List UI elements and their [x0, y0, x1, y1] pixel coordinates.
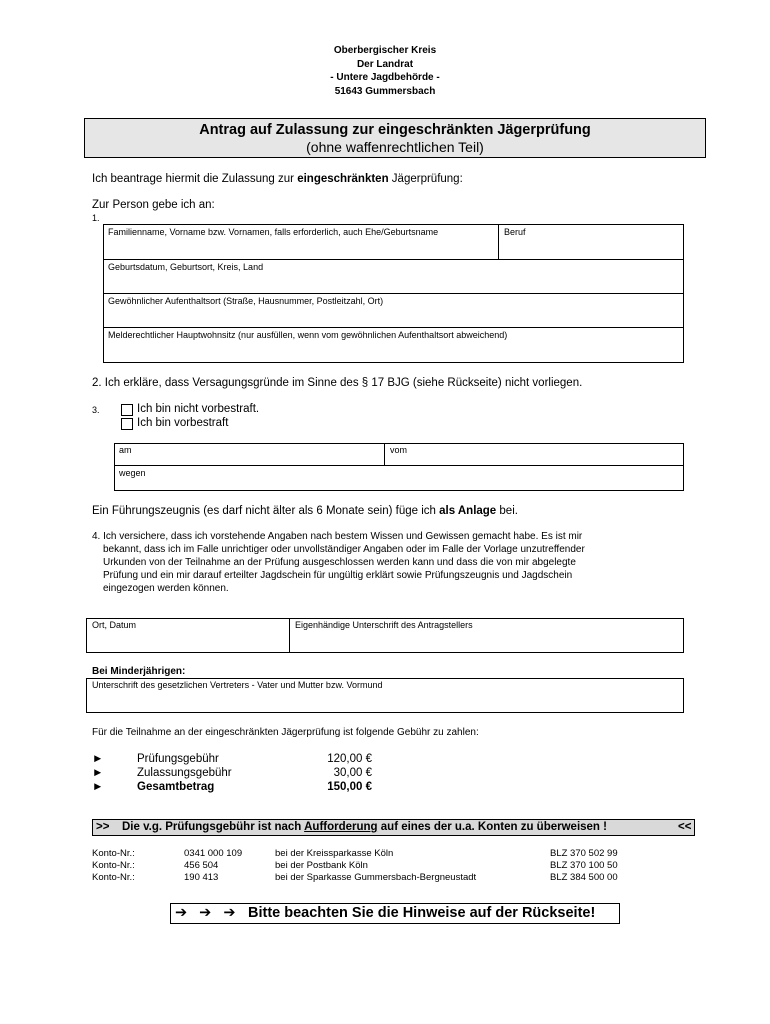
not-convicted-checkbox[interactable]	[121, 404, 133, 416]
footer-note	[170, 903, 620, 924]
fee-label: Zulassungsgebühr	[137, 767, 232, 779]
applicant-signature-field[interactable]	[291, 631, 683, 652]
account-row	[92, 848, 652, 860]
fee-amount: 120,00 €	[327, 753, 372, 765]
guardian-signature-label: Unterschrift des gesetzlichen Vertreters - Vater und Mutter bzw. Vormund	[92, 680, 383, 690]
account-bank: bei der Sparkasse Gummersbach-Bergneustadt	[275, 872, 477, 883]
intro-after: Jägerprüfung:	[388, 173, 463, 185]
vom-field-label: vom	[390, 445, 408, 455]
account-bank: bei der Postbank Köln	[275, 860, 368, 871]
divider	[103, 327, 684, 328]
authority-line-3: - Untere Jagdbehörde -	[330, 72, 440, 83]
account-blz: BLZ 384 500 00	[550, 872, 618, 883]
divider	[384, 443, 385, 466]
registered-field-label: Melderechtlicher Hauptwohnsitz (nur ausfüllen, wenn vom gewöhnlichen Aufenthaltsort abweichend)	[108, 330, 508, 340]
certificate-after: bei.	[496, 505, 518, 517]
divider	[498, 224, 499, 260]
arrow-right-icon: ➔ ➔ ➔	[175, 905, 240, 921]
title-box	[84, 118, 706, 158]
form-title: Antrag auf Zulassung zur eingeschränkten Jägerprüfung	[199, 122, 591, 138]
fee-total-amount: 150,00 €	[327, 781, 372, 793]
birth-field[interactable]	[104, 273, 683, 292]
account-blz: BLZ 370 100 50	[550, 860, 618, 871]
occupation-field-label: Beruf	[504, 227, 526, 237]
account-number: 0341 000 109	[184, 848, 243, 859]
section-3-number: 3.	[92, 405, 100, 415]
birth-field-label: Geburtsdatum, Geburtsort, Kreis, Land	[108, 262, 264, 272]
notice-open: >>	[96, 821, 110, 833]
accounts-table	[92, 848, 652, 884]
account-row	[92, 872, 652, 884]
fee-amount: 30,00 €	[333, 767, 372, 779]
account-label: Konto-Nr.:	[92, 860, 135, 871]
applicant-signature-label: Eigenhändige Unterschrift des Antragstellers	[295, 620, 473, 630]
declaration-4-line: Urkunden von der Teilnahme an der Prüfung ausgeschlossen werden kann und dass die von mir abgelegte	[103, 557, 576, 568]
authority-line-4: 51643 Gummersbach	[334, 85, 436, 97]
name-field[interactable]	[104, 238, 497, 259]
account-blz: BLZ 370 502 99	[550, 848, 618, 859]
notice-before: Die v.g. Prüfungsgebühr ist nach	[122, 821, 305, 833]
convicted-checkbox[interactable]	[121, 418, 133, 430]
account-number: 190 413	[184, 872, 219, 883]
place-date-label: Ort, Datum	[92, 620, 137, 630]
divider	[289, 618, 290, 653]
declaration-4-line: Prüfung und ein mir darauf erteilter Jagdschein für ungültig erklärt sowie Prüfungszeugnis und Jagdschein	[103, 570, 573, 581]
am-field-label: am	[119, 445, 132, 455]
intro-before: Ich beantrage hiermit die Zulassung zur	[92, 173, 298, 185]
notice-close: <<	[678, 821, 692, 833]
form-subtitle: (ohne waffenrechtlichen Teil)	[306, 139, 484, 155]
authority-line-1: Oberbergischer Kreis	[333, 45, 437, 56]
guardian-signature-field[interactable]	[87, 691, 683, 712]
residence-field[interactable]	[104, 307, 683, 326]
transfer-notice	[92, 819, 695, 836]
vom-field[interactable]	[386, 456, 683, 465]
divider	[103, 259, 684, 260]
divider	[103, 293, 684, 294]
account-label: Konto-Nr.:	[92, 848, 135, 859]
occupation-field[interactable]	[500, 238, 683, 259]
certificate-before: Ein Führungszeugnis (es darf nicht älter als 6 Monate sein) füge ich	[92, 505, 440, 517]
wegen-field[interactable]	[115, 479, 683, 490]
declaration-4	[92, 530, 692, 595]
notice-after: auf eines der u.a. Konten zu überweisen !	[377, 821, 607, 833]
fees-intro: Für die Teilnahme an der eingeschränkten Jägerprüfung ist folgende Gebühr zu zahlen:	[92, 727, 479, 738]
fee-bullet-icon: ►	[92, 753, 104, 765]
divider	[114, 465, 684, 466]
certificate-note	[92, 504, 518, 518]
intro-bold: eingeschränkten	[297, 173, 389, 185]
registered-field[interactable]	[104, 341, 683, 362]
declaration-4-line: eingezogen werden können.	[103, 583, 229, 594]
account-label: Konto-Nr.:	[92, 872, 135, 883]
residence-field-label: Gewöhnlicher Aufenthaltsort (Straße, Hausnummer, Postleitzahl, Ort)	[108, 296, 384, 306]
declaration-4-line: 4. Ich versichere, dass ich vorstehende Angaben nach bestem Wissen und Gewissen gemacht habe. Es ist mir	[92, 531, 583, 542]
account-row	[92, 860, 652, 872]
am-field[interactable]	[115, 456, 383, 465]
name-field-label: Familienname, Vorname bzw. Vornamen, falls erforderlich, auch Ehe/Geburtsname	[108, 227, 439, 237]
authority-header	[235, 44, 535, 98]
person-heading: Zur Person gebe ich an:	[92, 199, 215, 211]
account-bank: bei der Kreissparkasse Köln	[275, 848, 394, 859]
fee-label: Prüfungsgebühr	[137, 753, 219, 765]
declaration-4-line: bekannt, dass ich im Falle unrichtiger oder unvollständiger Angaben oder im Falle der Vorlage unzutreffender	[103, 544, 585, 555]
notice-underlined: Aufforderung	[304, 821, 378, 833]
wegen-field-label: wegen	[119, 468, 146, 478]
not-convicted-label: Ich bin nicht vorbestraft.	[137, 403, 260, 415]
fee-bullet-icon: ►	[92, 767, 104, 779]
place-date-field[interactable]	[87, 631, 288, 652]
intro-text	[92, 172, 463, 186]
declaration-2: 2. Ich erkläre, dass Versagungsgründe im Sinne des § 17 BJG (siehe Rückseite) nicht vorliegen.	[92, 377, 583, 389]
footer-note-text: Bitte beachten Sie die Hinweise auf der Rückseite!	[248, 905, 596, 921]
account-number: 456 504	[184, 860, 219, 871]
certificate-bold: als Anlage	[439, 505, 497, 517]
convicted-label: Ich bin vorbestraft	[137, 417, 229, 429]
authority-line-2: Der Landrat	[356, 58, 414, 70]
notice-text	[122, 820, 607, 835]
fee-bullet-icon: ►	[92, 781, 104, 793]
minors-heading: Bei Minderjährigen:	[92, 666, 186, 677]
person-number: 1.	[92, 213, 100, 223]
fee-total-label: Gesamtbetrag	[137, 781, 215, 793]
